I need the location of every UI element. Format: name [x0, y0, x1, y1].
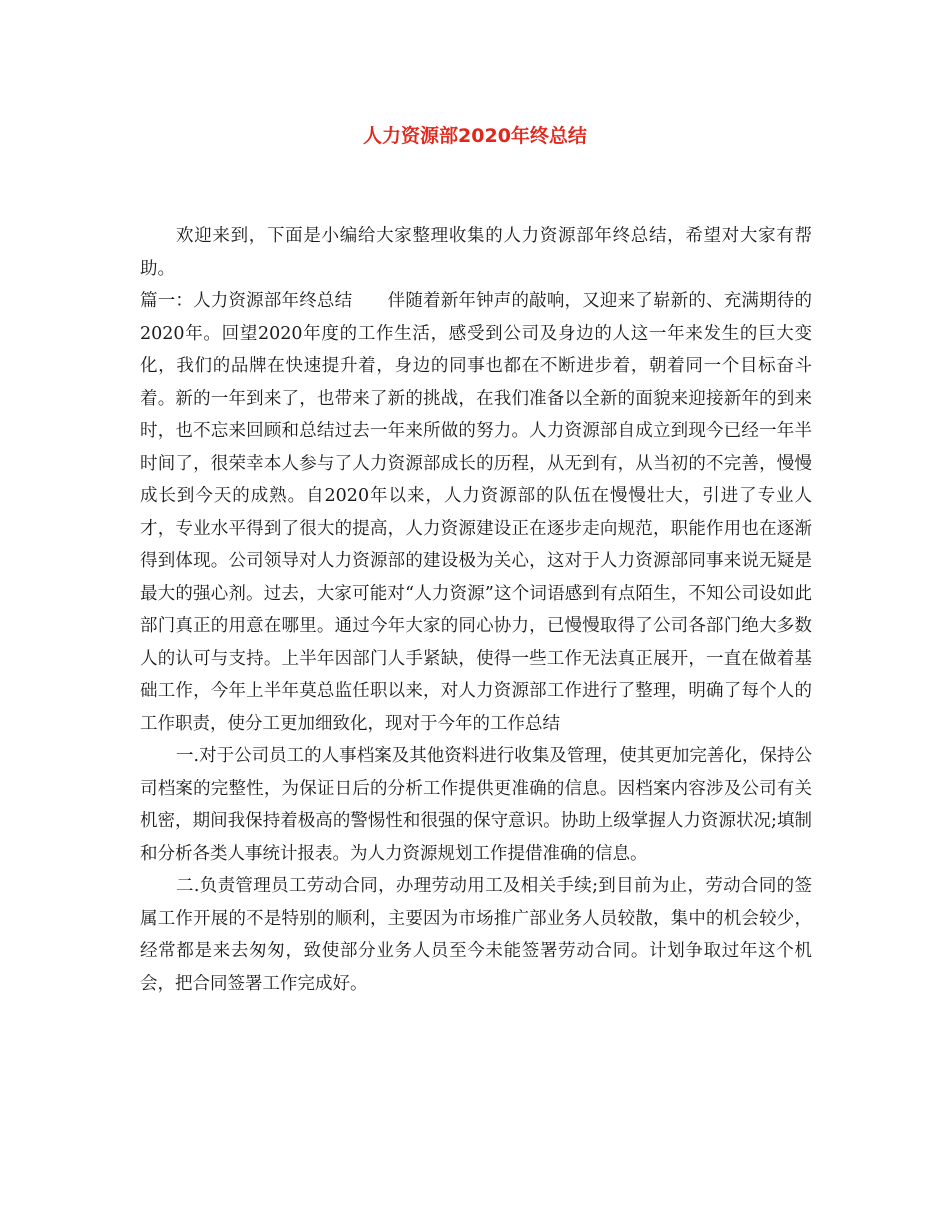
intro-paragraph: 欢迎来到，下面是小编给大家整理收集的人力资源部年终总结，希望对大家有帮助。	[140, 226, 812, 279]
document-title: 人力资源部2020年终总结	[363, 125, 587, 147]
section-one-paragraph: 篇一：人力资源部年终总结 伴随着新年钟声的敲响，又迎来了崭新的、充满期待的2020年。回望2020年度的工作生活，感受到公司及身边的人这一年来发生的巨大变化，我们的品牌在快速提升着，身边的同事也都在不断进步着，朝着同一个目标奋斗着。新的一年到来了，也带来了新的挑战，在我们准备以全新的面貌来迎接新年的到来时，也不忘来回顾和总结过去一年来所做的努力。人力资源部自成立到现今已经一年半时间了，很荣幸本人参与了人力资源部成长的历程，从无到有，从当初的不完善，慢慢成长到今天的成熟。自2020年以来，人力资源部的队伍在慢慢壮大，引进了专业人才，专业水平得到了很大的提高，人力资源建设正在逐步走向规范，职能作用也在逐渐得到体现。公司领导对人力资源部的建设极为关心，这对于人力资源部同事来说无疑是最大的强心剂。过去，大家可能对“人力资源”这个词语感到有点陌生，不知公司设如此部门真正的用意在哪里。通过今年大家的同心协力，已慢慢取得了公司各部门绝大多数人的认可与支持。上半年因部门人手紧缺，使得一些工作无法真正展开，一直在做着基础工作，今年上半年莫总监任职以来，对人力资源部工作进行了整理，明确了每个人的工作职责，使分工更加细致化，现对于今年的工作总结	[140, 291, 812, 734]
document-body	[140, 220, 812, 1000]
item-two-paragraph: 二.负责管理员工劳动合同，办理劳动用工及相关手续;到目前为止，劳动合同的签属工作开展的不是特别的顺利，主要因为市场推广部业务人员较散，集中的机会较少，经常都是来去匆匆，致使部分业务人员至今未能签署劳动合同。计划争取过年这个机会，把合同签署工作完成好。	[140, 876, 812, 994]
item-one-paragraph: 一.对于公司员工的人事档案及其他资料进行收集及管理，使其更加完善化，保持公司档案的完整性，为保证日后的分析工作提供更准确的信息。因档案内容涉及公司有关机密，期间我保持着极高的警惕性和很强的保守意识。协助上级掌握人力资源状况;填制和分析各类人事统计报表。为人力资源规划工作提借准确的信息。	[140, 746, 812, 864]
